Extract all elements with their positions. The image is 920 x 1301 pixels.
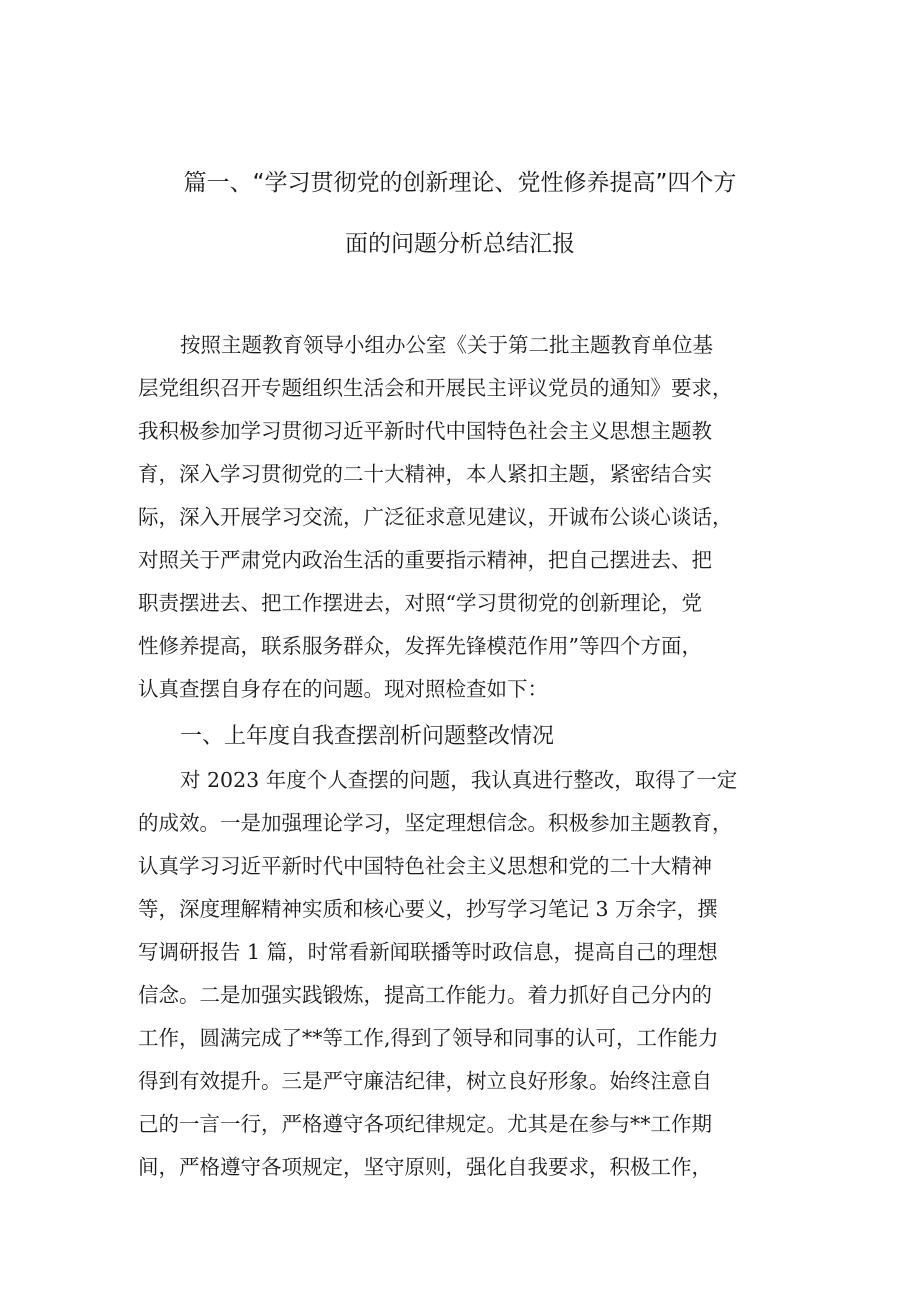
document-title-line-1: 篇一、“学习贯彻党的创新理论、党性修养提高”四个方 [183, 170, 737, 196]
paragraph-2-line-2: 的成效。一是加强理论学习，坚定理想信念。积极参加主题教育， [138, 811, 733, 835]
paragraph-2-line-8: 得到有效提升。三是严守廉洁纪律，树立良好形象。始终注意自 [138, 1069, 712, 1093]
paragraph-2-line-5: 写调研报告 1 篇，时常看新闻联播等时政信息，提高自己的理想 [138, 940, 718, 964]
document-title-line-2: 面的问题分析总结汇报 [345, 231, 575, 257]
paragraph-1-line-6: 对照关于严肃党内政治生活的重要指示精神，把自己摆进去、把 [138, 548, 712, 572]
paragraph-2-line-6: 信念。二是加强实践锻炼，提高工作能力。着力抓好自己分内的 [138, 983, 712, 1007]
paragraph-1-line-5: 际，深入开展学习交流，广泛征求意见建议，开诚布公谈心谈话， [138, 505, 733, 529]
paragraph-2-line-9: 己的一言一行，严格遵守各项纪律规定。尤其是在参与**工作期 [138, 1112, 712, 1136]
paragraph-2-line-7: 工作，圆满完成了**等工作,得到了领导和同事的认可，工作能力 [138, 1026, 719, 1050]
paragraph-1-line-4: 育，深入学习贯彻党的二十大精神，本人紧扣主题，紧密结合实 [138, 462, 712, 486]
paragraph-1-line-8: 性修养提高，联系服务群众，发挥先锋模范作用”等四个方面， [138, 634, 702, 658]
paragraph-2-line-4: 等，深度理解精神实质和核心要义，抄写学习笔记 3 万余字，撰 [138, 897, 718, 921]
paragraph-2-line-3: 认真学习习近平新时代中国特色社会主义思想和党的二十大精神 [138, 854, 712, 878]
paragraph-1-line-9: 认真查摆自身存在的问题。现对照检查如下： [138, 677, 548, 701]
paragraph-1-line-2: 层党组织召开专题组织生活会和开展民主评议党员的通知》要求， [138, 376, 733, 400]
paragraph-1-line-1: 按照主题教育领导小组办公室《关于第二批主题教育单位基 [180, 333, 713, 357]
paragraph-1-line-3: 我积极参加学习贯彻习近平新时代中国特色社会主义思想主题教 [138, 419, 712, 443]
paragraph-2-line-10: 间，严格遵守各项规定，坚守原则，强化自我要求，积极工作， [138, 1155, 712, 1179]
paragraph-2-line-1: 对 2023 年度个人查摆的问题，我认真进行整改，取得了一定 [180, 768, 738, 792]
paragraph-1-line-7: 职责摆进去、把工作摆进去，对照“学习贯彻党的创新理论，党 [138, 591, 702, 615]
section-1-heading: 一、上年度自我查摆剖析问题整改情况 [180, 724, 555, 749]
